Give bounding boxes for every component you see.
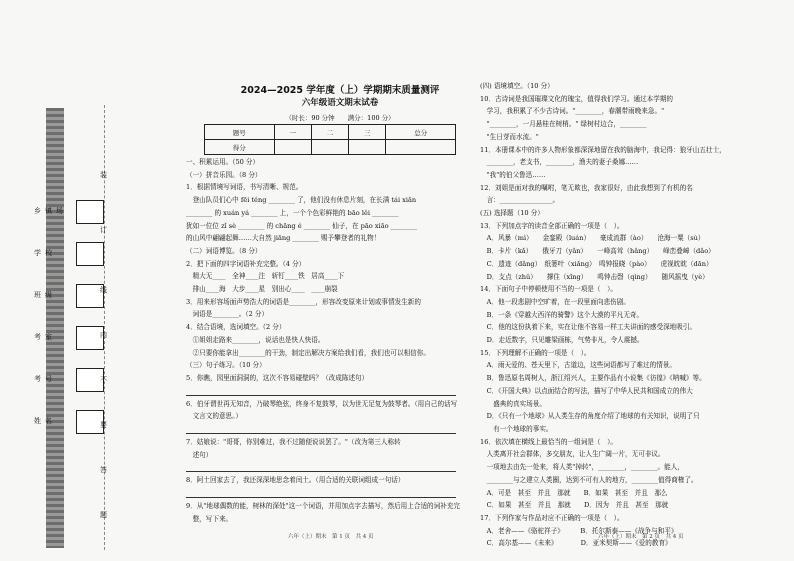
binding-fields bbox=[4, 200, 124, 452]
question-line: A．可是 甚至 并且 那就 B．如果 甚至 并且 那么 bbox=[480, 488, 668, 497]
question-line: 盛典的真实场景。 bbox=[480, 399, 546, 408]
exam-meta: （时长：90 分钟 满分：100 分） bbox=[285, 114, 395, 122]
answer-line[interactable] bbox=[186, 461, 456, 472]
question-line: D．支点（zhǔ） 撑住（xǐng） 鸣钟击磬（qìng） 随风摇曳（yè） bbox=[480, 272, 709, 281]
question-line: A．老舍——《骆驼祥子》 B．托尔斯泰——《战争与和平》 bbox=[480, 526, 678, 535]
question-line: （一）拼音乐园。（8 分） bbox=[186, 170, 262, 179]
binding-field-label: 姓名 bbox=[34, 417, 56, 425]
question-line: 人类离开社会群体，多交朋友，让人生广阔一片，无可非议。 bbox=[480, 450, 665, 459]
binding-field-label: 学校 bbox=[34, 249, 56, 257]
question-line: 学习，我积累了不少古诗词。"________，春潮带雨晚来急。" bbox=[480, 107, 665, 116]
question-line: 一项地去由先一处来，将人类"掉转"，________，________。能人， bbox=[480, 463, 684, 472]
question-line: "________，一月悬桂在树梢。" 绿树村边合，________ bbox=[480, 120, 647, 129]
cut-line-word: 不 bbox=[100, 376, 107, 384]
binding-field-box[interactable] bbox=[76, 242, 104, 266]
question-line: "我"的伯父鲁迅…… bbox=[480, 170, 546, 179]
binding-field bbox=[4, 368, 124, 404]
cut-line-word: 要 bbox=[100, 421, 107, 429]
question-line: (五) 选择题（10 分） bbox=[480, 209, 544, 218]
question-line: A．雨天爱的、苍天里下，古道边，这些词语都写了难过的情景。 bbox=[480, 361, 676, 370]
question-line: 言：________________。 bbox=[480, 196, 560, 205]
question-line: ________，老支书，________，渔夫的妻子桑娜…… bbox=[480, 158, 639, 167]
question-line: 16．依次填在横线上最恰当的一组词是（ ）。 bbox=[480, 437, 617, 446]
question-line: 精大无____ 全神____注 斩钉____铁 居高____下 bbox=[186, 272, 345, 281]
question-line: 犹如一位位 zǐ sè ________ 的 chāng é ________ 仙子，在 pāo xiāo ________ bbox=[186, 221, 418, 230]
cut-line-word: 答 bbox=[100, 466, 107, 474]
question-line: 7．姑娘说："哥哥，你别难过，我不过随便说说罢了。"（改为第三人称转 bbox=[186, 438, 401, 447]
question-line: D．走近数字，只见雕梁画栋，气势非凡，令人震撼。 bbox=[480, 336, 644, 345]
binding-field-label: 乡镇场 bbox=[34, 207, 67, 215]
question-line: ①姐姐走路来________，说话也是快人快语。 bbox=[186, 335, 325, 344]
answer-line[interactable] bbox=[186, 385, 456, 396]
question-line: ________与之建立人类圈，达到不可有人的地方，________值得商榷了。 bbox=[480, 475, 698, 484]
binding-field bbox=[4, 242, 124, 278]
question-line: B．卡片（kǎ） 俄牙刀（yǎn） 一峰高耸（hǎng） 峰峦叠嶂（dǎo） bbox=[480, 247, 715, 256]
binding-field-label: 考号 bbox=[34, 375, 56, 383]
question-line: 9．从"地球偶数的能，树林的深处"这一个词语，并用加点字去描写，然后用上合适的词补充完 bbox=[186, 502, 461, 511]
question-line: ②只要你能拿出________的干劲，制定出解决方案给我们看，我们也可以相信你。 bbox=[186, 348, 430, 357]
question-line: 述句） bbox=[186, 450, 213, 459]
question-line: 有一个地球的事实。 bbox=[480, 424, 553, 433]
question-line: A．他一段悲剧中空旷着，在一段里面向悲伤剧。 bbox=[480, 297, 630, 306]
question-line: 1．根据情境写词语，书写清晰、规范。 bbox=[186, 183, 303, 192]
answer-line[interactable] bbox=[186, 487, 456, 498]
question-line: C．遗迹（dǎng） 纸篓叶（xiǎng） 鸣钟报晓（pào） 虎视眈眈（dān） bbox=[480, 259, 713, 268]
question-line: 整，写下来。 bbox=[186, 514, 233, 523]
question-line: B．鲁迅原名周树人，浙江绍兴人，主要作品有小说集《彷徨》《呐喊》等。 bbox=[480, 374, 706, 383]
cut-line-word: 题 bbox=[100, 511, 107, 519]
score-cell[interactable] bbox=[386, 140, 456, 155]
question-line: D．《只有一个地球》从人类生存的角度介绍了地球的有关知识，说明了只 bbox=[480, 412, 700, 421]
score-table-row bbox=[205, 140, 456, 155]
question-line: 15．下列理解不正确的一项是（ ）。 bbox=[480, 348, 591, 357]
binding-field-label: 班级 bbox=[34, 291, 56, 299]
score-cell[interactable] bbox=[311, 140, 348, 155]
exam-subtitle: 六年级语文期末试卷 bbox=[301, 98, 379, 108]
question-line: (四) 语境填空。（10 分） bbox=[480, 82, 554, 90]
question-line: 一、积累运用。（50 分） bbox=[186, 158, 260, 166]
right-column bbox=[480, 80, 770, 550]
question-line: 5．你瞧，园里面洞洞的，这次不容易碰壁吗？（改成陈述句） bbox=[186, 373, 369, 382]
cut-line-word: 内 bbox=[100, 331, 107, 339]
question-line: 17．下列作家与作品对应不正确的一项是（ ）。 bbox=[480, 513, 624, 522]
question-line: （二）词语博览。（8 分） bbox=[186, 246, 262, 255]
question-line: 10．古诗词是我国璀璨文化的瑰宝，值得我们学习。通过本学期的 bbox=[480, 94, 674, 103]
question-line: 登山队员们心中 fēi téng ________ 了，他们没有休息片刻，在长满 tái xiǎn bbox=[186, 196, 417, 205]
cut-line-word: 订 bbox=[100, 226, 107, 234]
score-table-header: 三 bbox=[349, 125, 386, 140]
exam-title: 2024—2025 学年度（上）学期期末质量测评 bbox=[240, 85, 440, 96]
question-line: 13．下列加点字的读音全部正确的一项是（ ）。 bbox=[480, 221, 624, 230]
question-line: 2．把下面的四字词语补充完整。（4 分） bbox=[186, 259, 306, 268]
score-table-header: 一 bbox=[274, 125, 311, 140]
question-line: 8．阿土回家去了，我还深深地思念着闰土。（用合适的关联词组成一句话） bbox=[186, 476, 405, 485]
question-line: C．《开国大典》以点面结合的写法，描写了中华人民共和国成立的伟大 bbox=[480, 386, 693, 395]
question-line: B．一条《穿越大西洋的骑警》这个大漠的平凡无奇。 bbox=[480, 310, 644, 319]
score-table-header-row bbox=[205, 125, 456, 140]
question-line: "生日芽而水流。" bbox=[480, 132, 539, 141]
score-table bbox=[204, 124, 456, 155]
page-footer-left: 六年（上）期末 第 1 页 共 4 页 bbox=[288, 534, 374, 540]
question-line: 排山____海 大步____星 别出心____ ____崩裂 bbox=[186, 285, 338, 294]
score-cell[interactable] bbox=[274, 140, 311, 155]
score-cell[interactable] bbox=[349, 140, 386, 155]
question-line: C．他的这份执着下来，实在让他不容易一样工夫讲面的感受深地吸引。 bbox=[480, 323, 697, 332]
score-table-header: 二 bbox=[311, 125, 348, 140]
question-line: 文言文的意思。） bbox=[186, 412, 243, 421]
question-line: （三）句子练习。（10 分） bbox=[186, 361, 266, 370]
score-table-header: 总分 bbox=[386, 125, 456, 140]
question-line: 词语是________。（2 分） bbox=[186, 310, 269, 319]
question-line: 的山风中翩翩起舞……大自然 jiāng ________ 赐予攀登者的礼物！ bbox=[186, 234, 381, 243]
cut-line-word: 线 bbox=[100, 286, 107, 294]
question-line: 3．用来形容场面声势浩大的词语是________，形容改变原来计划或事情发生新的 bbox=[186, 297, 421, 306]
binding-field-box[interactable] bbox=[76, 200, 104, 224]
question-line: 12．刘姐是面对我的嘱咐，笔无欺也，我家很好，由此我想到了有机的名 bbox=[480, 183, 693, 192]
question-line: 14．下面句子中停顿使用不当的一项是（ ）。 bbox=[480, 285, 617, 294]
question-line: ________ 的 xuán yá ________ 上，一个个色彩鲜艳的 bāo lěi ________ bbox=[186, 208, 399, 217]
left-column bbox=[186, 156, 466, 526]
binding-field-label: 考室 bbox=[34, 333, 56, 341]
question-line: A．风暴（mì） 金銮殿（luán） 豪成流群（ào） 沧海一粟（sù） bbox=[480, 234, 705, 243]
score-table-row-label: 得分 bbox=[205, 140, 275, 155]
question-line: 11．本册课本中的许多人物形象都深深地留在我的脑海中，我记得：狼牙山五壮士， bbox=[480, 145, 726, 154]
question-line: C．如果 甚至 并且 那就 D．因为 并且 甚至 那就 bbox=[480, 501, 669, 510]
score-table-header: 题号 bbox=[205, 125, 275, 140]
cut-line-word: 装 bbox=[100, 171, 107, 179]
answer-line[interactable] bbox=[186, 423, 456, 434]
question-line: C．高尔基——《未来》 D．亚米契斯——《爱的教育》 bbox=[480, 539, 672, 548]
question-line: 6．伯牙谓世再无知音，乃破琴绝弦，终身不复鼓琴，以为世无足复为鼓琴者。（用自己的话写 bbox=[186, 399, 458, 408]
page-footer-right: 六年（上）期末 第 2 页 共 4 页 bbox=[598, 534, 684, 540]
question-line: 4．结合语境，选词填空。（2 分） bbox=[186, 323, 286, 332]
